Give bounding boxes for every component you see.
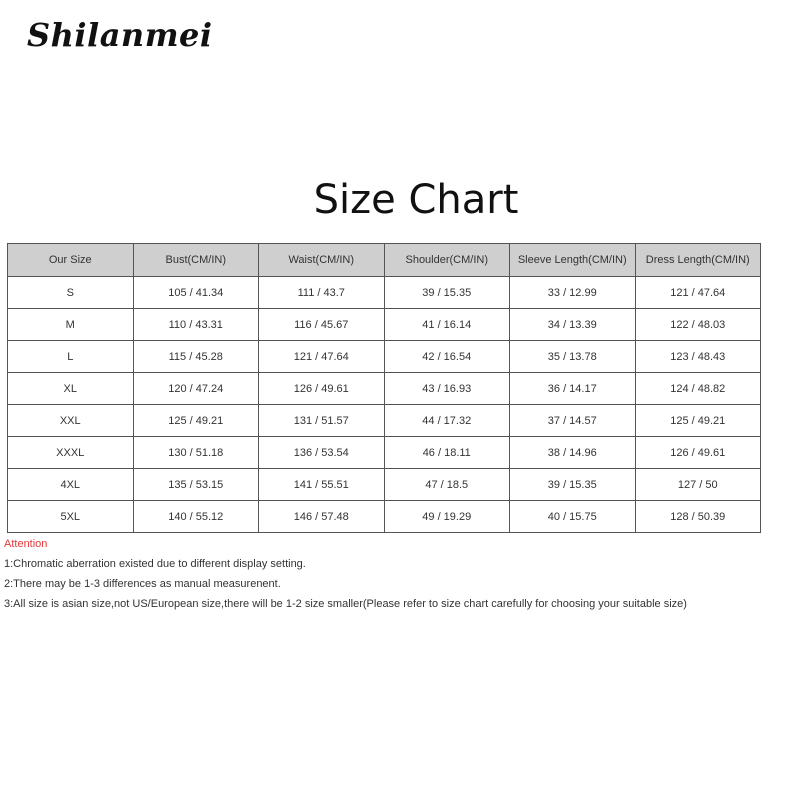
table-cell: 105 / 41.34	[133, 277, 259, 309]
size-chart-table	[7, 243, 761, 533]
table-cell: 140 / 55.12	[133, 501, 259, 533]
table-cell: 136 / 53.54	[259, 437, 385, 469]
table-cell: 123 / 48.43	[635, 341, 761, 373]
table-cell: 115 / 45.28	[133, 341, 259, 373]
table-row	[8, 501, 761, 533]
table-cell: 122 / 48.03	[635, 309, 761, 341]
table-cell: 124 / 48.82	[635, 373, 761, 405]
table-cell: 38 / 14.96	[510, 437, 636, 469]
table-cell: 121 / 47.64	[635, 277, 761, 309]
table-cell: 135 / 53.15	[133, 469, 259, 501]
table-cell: 37 / 14.57	[510, 405, 636, 437]
table-cell: 39 / 15.35	[510, 469, 636, 501]
header-waist: Waist(CM/IN)	[259, 244, 385, 277]
table-cell: 40 / 15.75	[510, 501, 636, 533]
table-cell: 5XL	[8, 501, 134, 533]
table-cell: 131 / 51.57	[259, 405, 385, 437]
table-cell: 128 / 50.39	[635, 501, 761, 533]
table-cell: 141 / 55.51	[259, 469, 385, 501]
table-cell: 125 / 49.21	[133, 405, 259, 437]
table-cell: XXL	[8, 405, 134, 437]
table-row	[8, 277, 761, 309]
table-cell: 146 / 57.48	[259, 501, 385, 533]
note-line: 3:All size is asian size,not US/European size,there will be 1-2 size smaller(Please refer to size chart carefully for choosing your suitable size)	[4, 598, 687, 610]
note-line: 2:There may be 1-3 differences as manual measurenent.	[4, 578, 281, 590]
table-cell: 35 / 13.78	[510, 341, 636, 373]
table-cell: 4XL	[8, 469, 134, 501]
table-cell: 42 / 16.54	[384, 341, 510, 373]
table-cell: 111 / 43.7	[259, 277, 385, 309]
table-cell: 125 / 49.21	[635, 405, 761, 437]
header-shoulder: Shoulder(CM/IN)	[384, 244, 510, 277]
table-cell: XXXL	[8, 437, 134, 469]
table-cell: 126 / 49.61	[635, 437, 761, 469]
table-row	[8, 437, 761, 469]
table-cell: 116 / 45.67	[259, 309, 385, 341]
table-cell: 130 / 51.18	[133, 437, 259, 469]
table-cell: XL	[8, 373, 134, 405]
table-cell: 127 / 50	[635, 469, 761, 501]
header-dress-length: Dress Length(CM/IN)	[635, 244, 761, 277]
header-sleeve-length: Sleeve Length(CM/IN)	[510, 244, 636, 277]
table-cell: 120 / 47.24	[133, 373, 259, 405]
table-cell: 47 / 18.5	[384, 469, 510, 501]
page-title: Size Chart	[313, 177, 519, 223]
notes-section	[4, 537, 687, 617]
table-cell: 121 / 47.64	[259, 341, 385, 373]
table-row	[8, 341, 761, 373]
header-bust: Bust(CM/IN)	[133, 244, 259, 277]
table-cell: 44 / 17.32	[384, 405, 510, 437]
table-row	[8, 405, 761, 437]
brand-logo: Shilanmei	[27, 16, 213, 54]
table-cell: 39 / 15.35	[384, 277, 510, 309]
table-cell: 41 / 16.14	[384, 309, 510, 341]
table-cell: M	[8, 309, 134, 341]
table-cell: 126 / 49.61	[259, 373, 385, 405]
table-cell: 33 / 12.99	[510, 277, 636, 309]
note-line: 1:Chromatic aberration existed due to different display setting.	[4, 558, 306, 570]
table-row	[8, 373, 761, 405]
table-row	[8, 469, 761, 501]
table-cell: 36 / 14.17	[510, 373, 636, 405]
table-cell: 46 / 18.11	[384, 437, 510, 469]
table-cell: S	[8, 277, 134, 309]
table-cell: L	[8, 341, 134, 373]
table-header-row	[8, 244, 761, 277]
header-our-size: Our Size	[8, 244, 134, 277]
table-row	[8, 309, 761, 341]
table-cell: 49 / 19.29	[384, 501, 510, 533]
attention-heading: Attention	[4, 538, 48, 550]
table-cell: 34 / 13.39	[510, 309, 636, 341]
table-cell: 43 / 16.93	[384, 373, 510, 405]
table-cell: 110 / 43.31	[133, 309, 259, 341]
